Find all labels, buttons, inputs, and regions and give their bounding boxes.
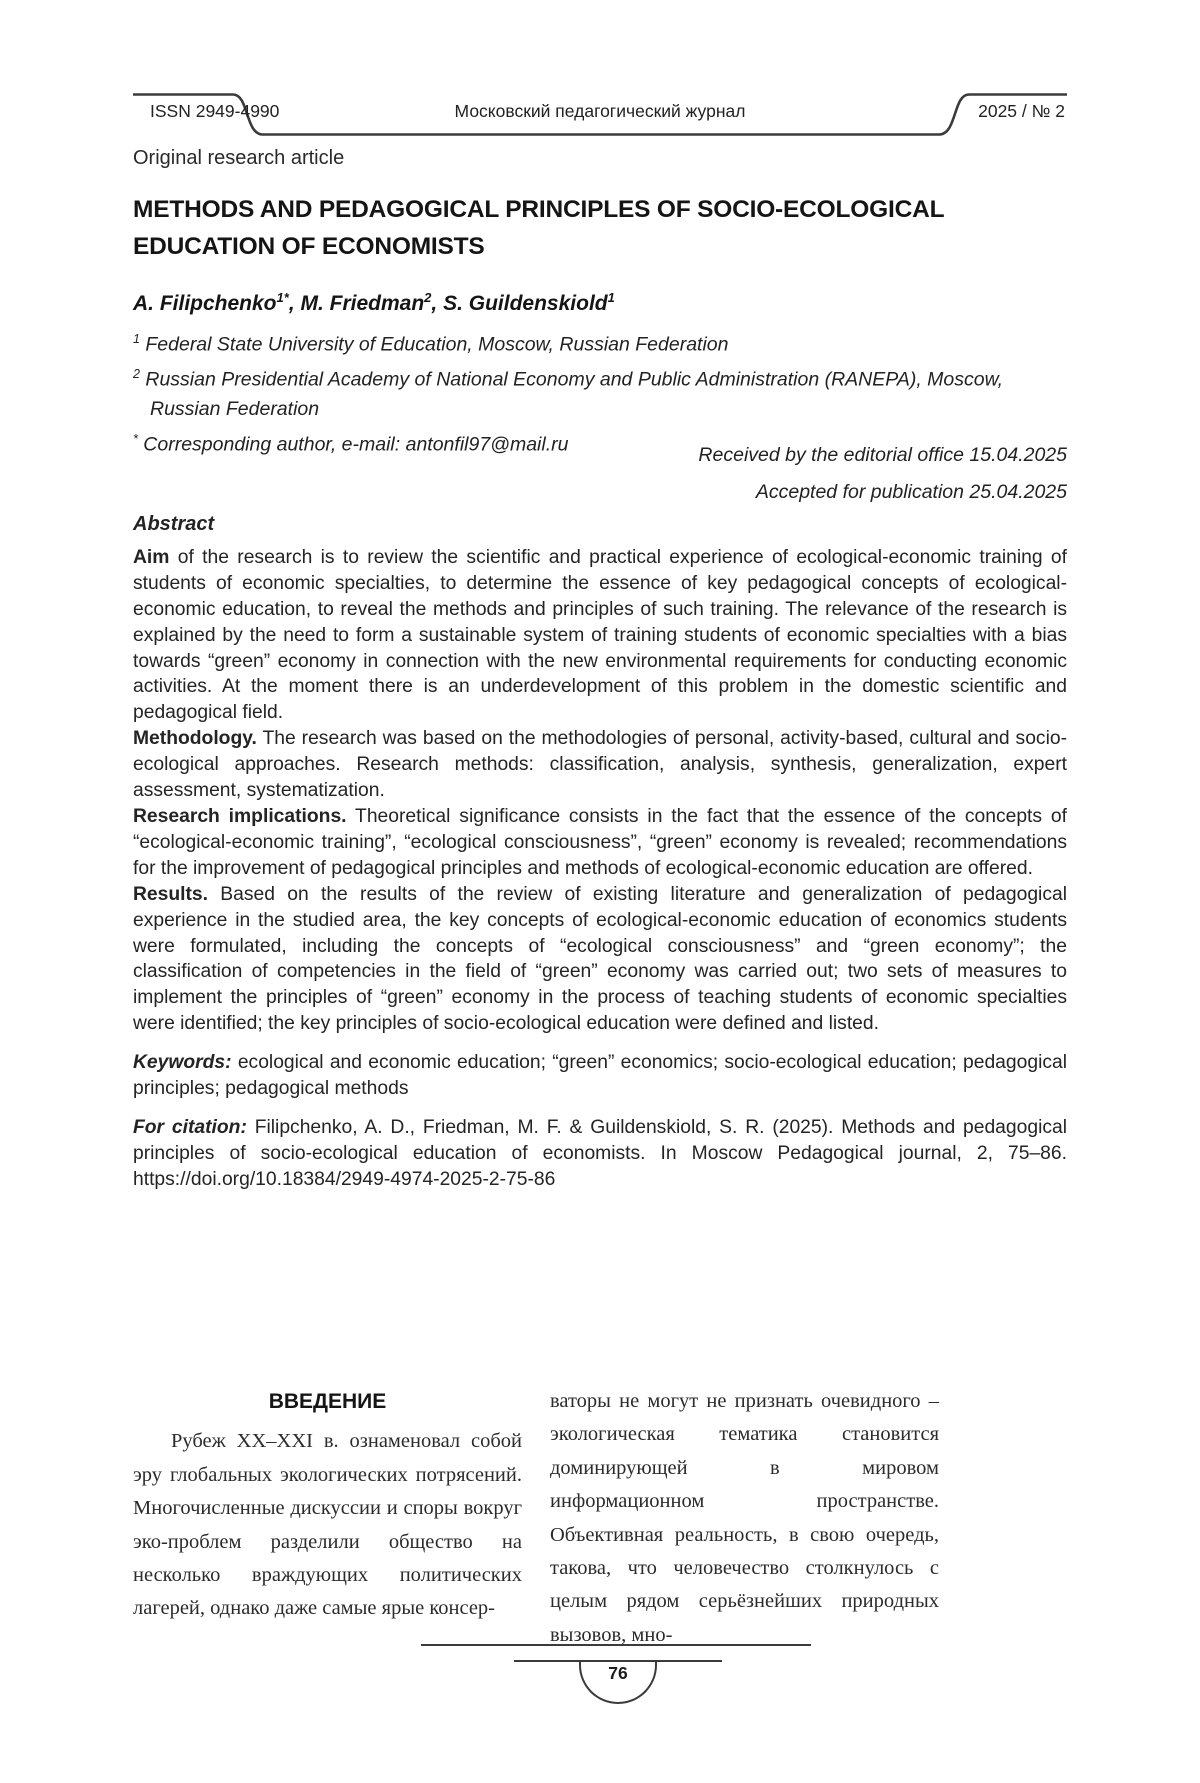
citation-paragraph bbox=[133, 1115, 1067, 1193]
editorial-dates bbox=[133, 437, 1067, 511]
affiliation-item: $^2$ Russian Presidential Academy of National Economy and Public Administration (RANEPA), Moscow, Russian Federation bbox=[133, 367, 1004, 420]
intro-column-left bbox=[133, 1385, 522, 1652]
abstract-heading: Abstract bbox=[133, 513, 215, 535]
article-type-label: Original research article bbox=[133, 147, 345, 169]
issue-label: 2025 / № 2 bbox=[978, 101, 1065, 121]
keywords-label: Keywords: bbox=[133, 1052, 232, 1074]
accepted-date: Accepted for publication 25.04.2025 bbox=[755, 481, 1067, 503]
introduction-heading: ВВЕДЕНИЕ bbox=[268, 1390, 387, 1413]
keywords-paragraph bbox=[133, 1050, 1067, 1102]
received-date: Received by the editorial office 15.04.2025 bbox=[698, 444, 1067, 466]
keywords-text: ecological and economic education; “green” economics; socio-ecological education; pedagogical principles; pedagogical methods bbox=[133, 1052, 1067, 1100]
article-head bbox=[133, 147, 1067, 460]
introduction-section bbox=[133, 1385, 939, 1652]
citation-label: For citation: bbox=[133, 1116, 247, 1138]
abstract-section bbox=[133, 512, 1067, 1193]
page-header bbox=[133, 88, 1067, 140]
intro-paragraph-right: ваторы не могут не признать очевидного – экологическая тематика становится доминирующей в мировом информационном пространстве. Объективная реальность, в свою очередь, такова, что человечество столкнулось с целым рядом серьёзнейших природных вызовов, мно- bbox=[550, 1390, 939, 1646]
affiliation-item: * Corresponding author, e-mail: antonfil97@mail.ru bbox=[133, 431, 569, 455]
page-number-badge bbox=[579, 1662, 657, 1704]
journal-title: Московский педагогический журнал bbox=[454, 101, 746, 121]
authors-line: A. Filipchenko$^{1*}$, M. Friedman$^2$, S. Guildenskiold$^1$ bbox=[133, 290, 615, 315]
affiliation-item: $^1$ Federal State University of Education, Moscow, Russian Federation bbox=[133, 332, 729, 356]
abstract-paragraph: Research implications. Theoretical significance consists in the fact that the essence of the concepts of “ecological-economic training”, “ecological consciousness”, “green” economy is revealed; recommendations for the improvement of pedagogical principles and methods of ecological-economic education are offered. bbox=[133, 805, 1067, 879]
abstract-paragraph: Aim of the research is to review the scientific and practical experience of ecological-economic training of students of economic specialties, to determine the essence of key pedagogical concepts of ecological-economic education, to reveal the methods and principles of such training. The relevance of the research is explained by the need to form a sustainable system of training students of economic specialties with a bias towards “green” economy in connection with the new environmental requirements for conducting economic activities. At the moment there is an underdevelopment of this problem in the domestic scientific and pedagogical field. bbox=[133, 546, 1067, 724]
article-title: METHODS AND PEDAGOGICAL PRINCIPLES OF SOCIO-ECOLOGICAL EDUCATION OF ECONOMISTS bbox=[133, 196, 945, 260]
intro-paragraph-left: Рубеж XX–XXI в. ознаменовал собой эру глобальных экологических потрясений. Многочисленные дискуссии и споры вокруг эко-проблем разделили общество на несколько враждующих политических лагерей, однако даже самые ярые консер- bbox=[133, 1430, 522, 1620]
abstract-paragraph: Results. Based on the results of the review of existing literature and generalization of pedagogical experience in the studied area, the key concepts of ecological-economic education of economics students were formulated, including the concepts of “ecological consciousness” and “green economy”; the classification of competencies in the field of “green” economy was carried out; two sets of measures to implement the principles of “green” economy in the process of teaching students of economic specialties were identified; the key principles of socio-ecological education were defined and listed. bbox=[133, 883, 1067, 1035]
issn-label: ISSN 2949-4990 bbox=[150, 101, 280, 121]
abstract-body bbox=[133, 545, 1067, 1037]
abstract-paragraph: Methodology. The research was based on the methodologies of personal, activity-based, cultural and socio-ecological approaches. Research methods: classification, analysis, synthesis, generalization, expert assessment, systematization. bbox=[133, 728, 1067, 802]
citation-text: Filipchenko, A. D., Friedman, M. F. & Guildenskiold, S. R. (2025). Methods and pedagogical principles of socio-ecological education of economists. In Moscow Pedagogical journal, 2, 75–86. https://doi.org/10.18384/2949-4974-2025-2-75-86 bbox=[133, 1116, 1067, 1190]
page-number: 76 bbox=[608, 1663, 628, 1683]
intro-column-right bbox=[550, 1385, 939, 1652]
footer-rule-top bbox=[421, 1644, 811, 1646]
